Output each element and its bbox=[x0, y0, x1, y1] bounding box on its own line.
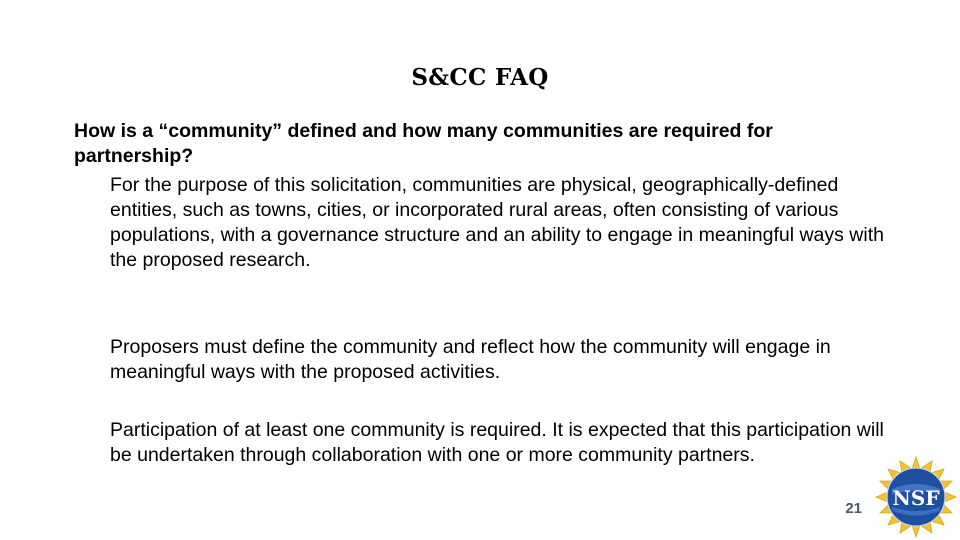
nsf-logo bbox=[874, 455, 958, 539]
slide-title: S&CC FAQ bbox=[411, 64, 549, 91]
logo-text: NSF bbox=[892, 486, 940, 510]
page-number: 21 bbox=[845, 500, 862, 517]
faq-answer-paragraph-3: Participation of at least one community is required. It is expected that this participation will be undertaken through collaboration with one or more community partners. bbox=[110, 419, 884, 466]
faq-answer-paragraph-1: For the purpose of this solicitation, communities are physical, geographically-defined entities, such as towns, cities, or incorporated rural areas, often consisting of various populations, with a governance structure and an ability to engage in meaningful ways with the proposed research. bbox=[110, 174, 884, 271]
faq-answer-paragraph-2: Proposers must define the community and reflect how the community will engage in meaningful ways with the proposed activities. bbox=[110, 336, 831, 383]
faq-question: How is a “community” defined and how many communities are required for partnership? bbox=[74, 120, 773, 167]
